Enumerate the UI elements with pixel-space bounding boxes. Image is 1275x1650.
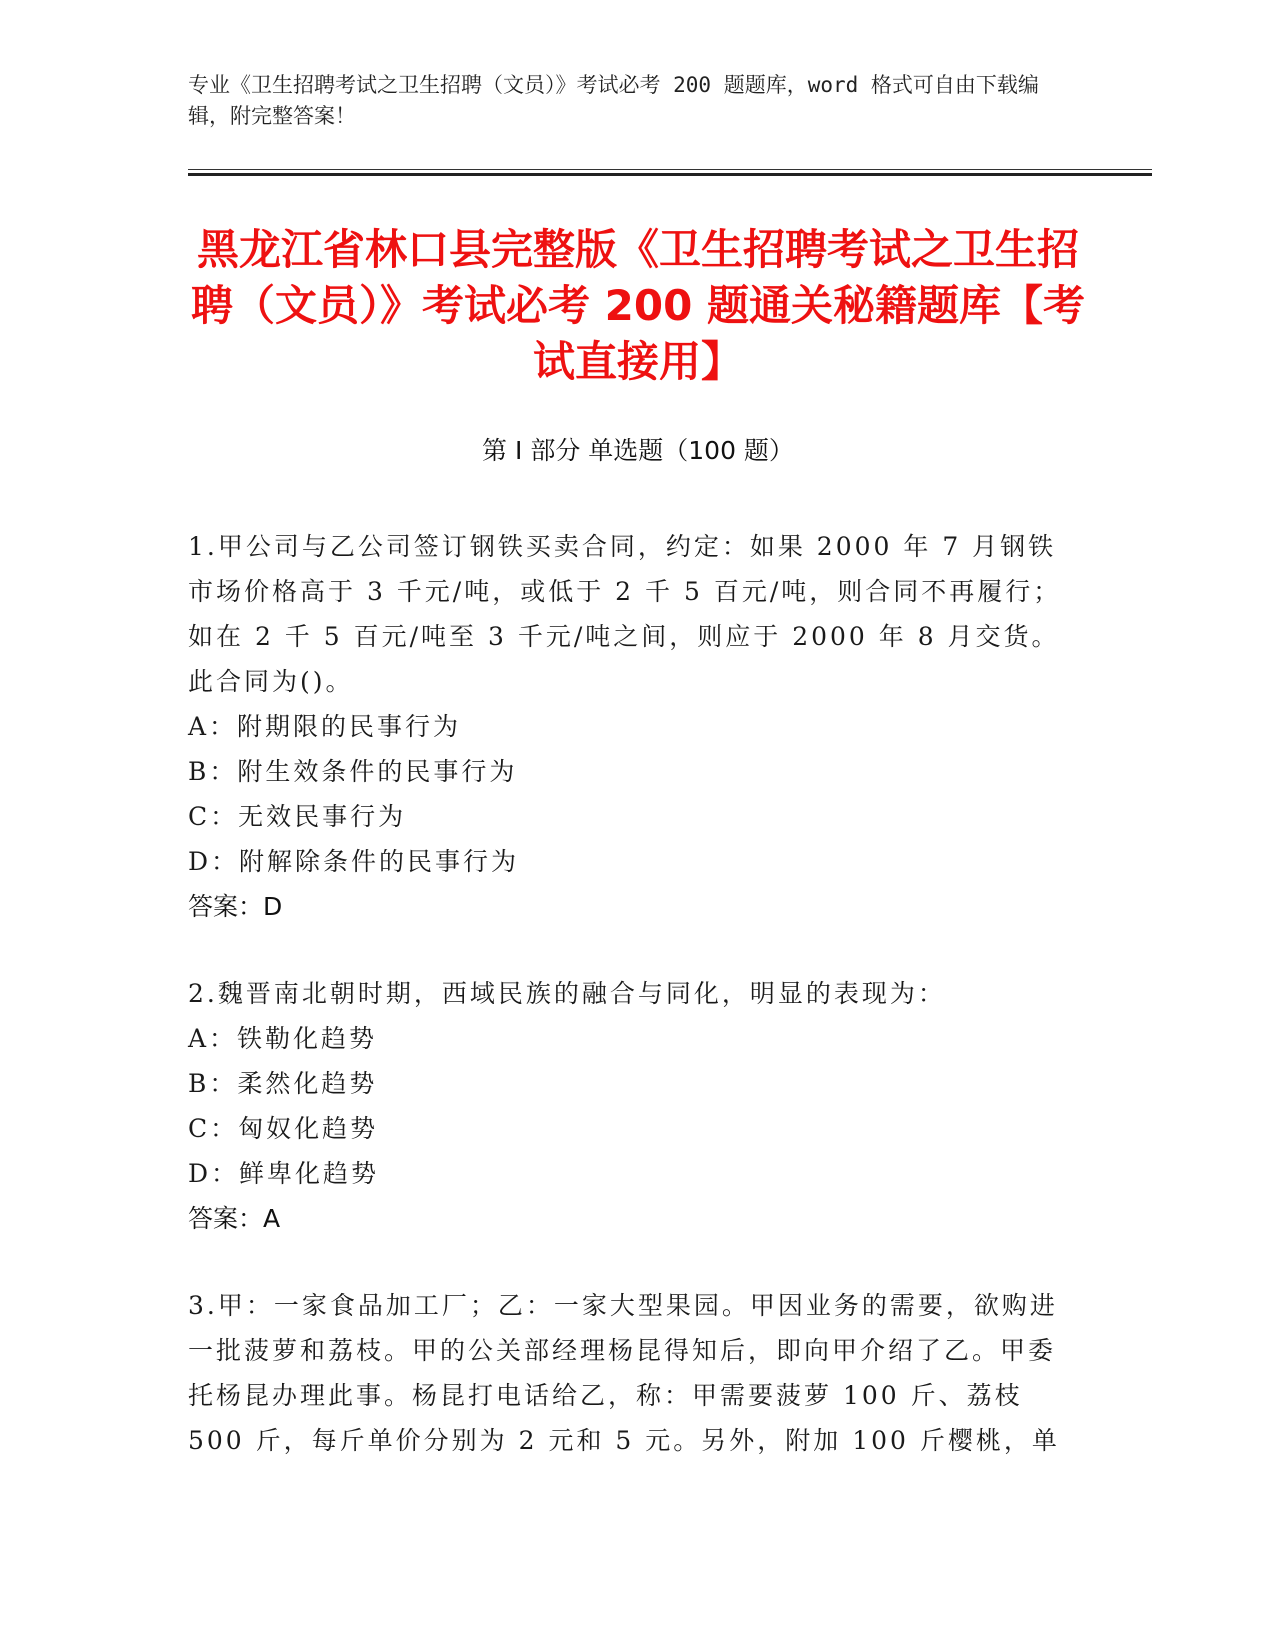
question-3 xyxy=(188,1283,1068,1463)
header-divider-thin xyxy=(188,169,1152,170)
question-text: 3.甲：一家食品加工厂；乙：一家大型果园。甲因业务的需要，欲购进一批菠萝和荔枝。甲的公关部经理杨昆得知后，即向甲介绍了乙。甲委托杨昆办理此事。杨昆打电话给乙，称：甲需要菠萝 100 斤、荔枝 500 斤，每斤单价分别为 2 元和 5 元。另外，附加 100 斤樱桃，单 xyxy=(188,1291,1060,1455)
option-c: C：无效民事行为 xyxy=(188,802,407,831)
question-2 xyxy=(188,971,1068,1241)
header-divider-thick xyxy=(188,173,1152,176)
answer: 答案：A xyxy=(188,1204,281,1233)
option-b: B：附生效条件的民事行为 xyxy=(188,757,518,786)
option-b: B：柔然化趋势 xyxy=(188,1069,378,1098)
option-d: D：附解除条件的民事行为 xyxy=(188,847,520,876)
option-a: A：铁勒化趋势 xyxy=(188,1024,378,1053)
answer: 答案：D xyxy=(188,892,283,921)
option-d: D：鲜卑化趋势 xyxy=(188,1159,380,1188)
section-title: 第 I 部分 单选题（100 题） xyxy=(482,436,794,465)
question-1 xyxy=(188,524,1068,929)
document-title: 黑龙江省林口县完整版《卫生招聘考试之卫生招聘（文员）》考试必考 200 题通关秘籍题库【考试直接用】 xyxy=(191,225,1085,386)
option-c: C：匈奴化趋势 xyxy=(188,1114,379,1143)
header-note: 专业《卫生招聘考试之卫生招聘（文员）》考试必考 200 题题库，word 格式可自由下载编辑，附完整答案！ xyxy=(188,73,1039,128)
question-text: 1.甲公司与乙公司签订钢铁买卖合同，约定：如果 2000 年 7 月钢铁市场价格高于 3 千元/吨，或低于 2 千 5 百元/吨，则合同不再履行；如在 2 千 5 百元/吨至 3 千元/吨之间，则应于 2000 年 8 月交货。此合同为()。 xyxy=(188,532,1062,696)
question-text: 2.魏晋南北朝时期，西域民族的融合与同化，明显的表现为： xyxy=(188,979,946,1008)
option-a: A：附期限的民事行为 xyxy=(188,712,462,741)
question-list xyxy=(188,524,1068,1505)
